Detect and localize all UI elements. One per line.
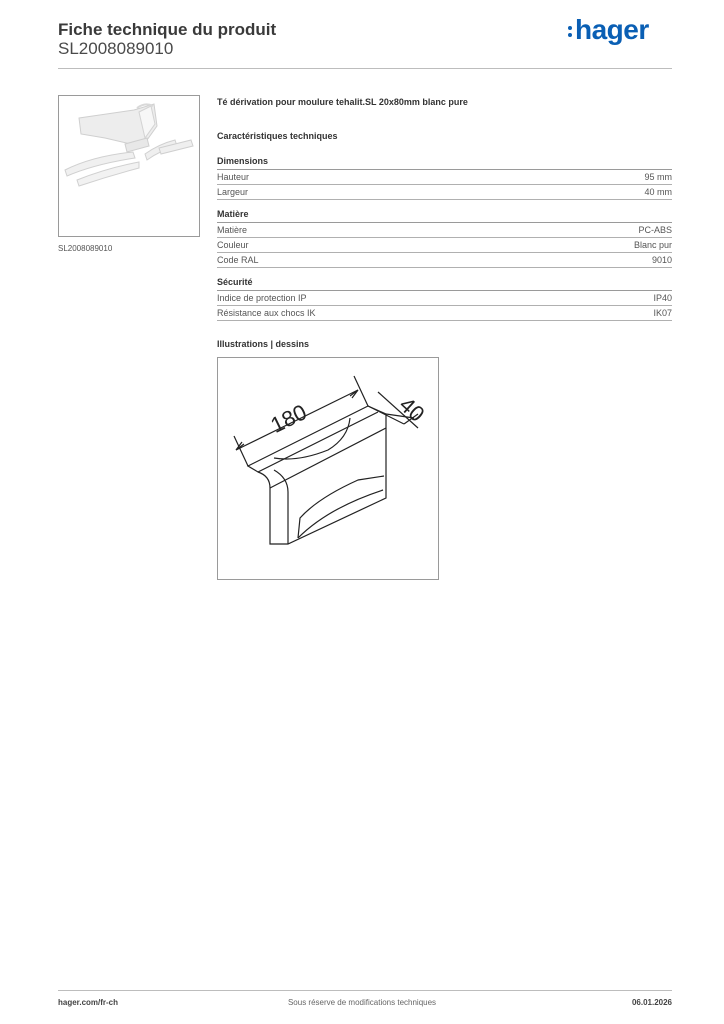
footer-notice: Sous réserve de modifications techniques — [287, 998, 437, 1007]
product-photo — [58, 95, 200, 237]
spec-label: Code RAL — [217, 255, 259, 265]
page-title: Fiche technique du produit — [58, 20, 277, 39]
spec-value: 40 mm — [644, 187, 672, 197]
hager-logo — [568, 14, 649, 46]
footer-divider — [58, 990, 672, 991]
dimension-length-label: 180 — [266, 399, 311, 438]
spec-label: Matière — [217, 225, 248, 235]
spec-value: 9010 — [651, 255, 672, 265]
product-description: Té dérivation pour moulure tehalit.SL 20x80mm blanc pure — [217, 97, 468, 107]
illustrations-heading: Illustrations | dessins — [217, 339, 310, 349]
logo-dots-icon — [568, 23, 573, 40]
spec-row — [217, 223, 672, 238]
spec-section-material — [217, 209, 672, 268]
spec-label: Largeur — [217, 187, 249, 197]
footer-website-link[interactable]: hager.com/fr-ch — [58, 998, 119, 1007]
spec-label: Indice de protection IP — [217, 293, 307, 303]
spec-value: Blanc pur — [633, 240, 672, 250]
dimension-drawing-icon — [218, 358, 438, 579]
dimension-width-label: 40 — [394, 391, 430, 427]
section-title: Matière — [217, 209, 672, 223]
footer-date: 06.01.2026 — [631, 998, 672, 1007]
logo-text: hager — [575, 14, 649, 45]
product-parts-icon — [59, 96, 199, 236]
spec-value: 95 mm — [644, 172, 672, 182]
technical-drawing — [217, 357, 439, 580]
spec-value: IP40 — [653, 293, 672, 303]
spec-row — [217, 185, 672, 200]
spec-row — [217, 238, 672, 253]
spec-value: IK07 — [653, 308, 672, 318]
spec-label: Résistance aux chocs IK — [217, 308, 316, 318]
section-title: Dimensions — [217, 156, 672, 170]
spec-label: Couleur — [217, 240, 249, 250]
spec-section-dimensions — [217, 156, 672, 200]
spec-row — [217, 170, 672, 185]
section-title: Sécurité — [217, 277, 672, 291]
spec-section-security — [217, 277, 672, 321]
spec-label: Hauteur — [217, 172, 250, 182]
spec-row — [217, 291, 672, 306]
specs-heading: Caractéristiques techniques — [217, 131, 338, 141]
spec-row — [217, 253, 672, 268]
product-image-caption: SL2008089010 — [58, 244, 113, 253]
header-divider — [58, 68, 672, 69]
product-code: SL2008089010 — [58, 39, 174, 58]
spec-row — [217, 306, 672, 321]
spec-value: PC-ABS — [638, 225, 672, 235]
